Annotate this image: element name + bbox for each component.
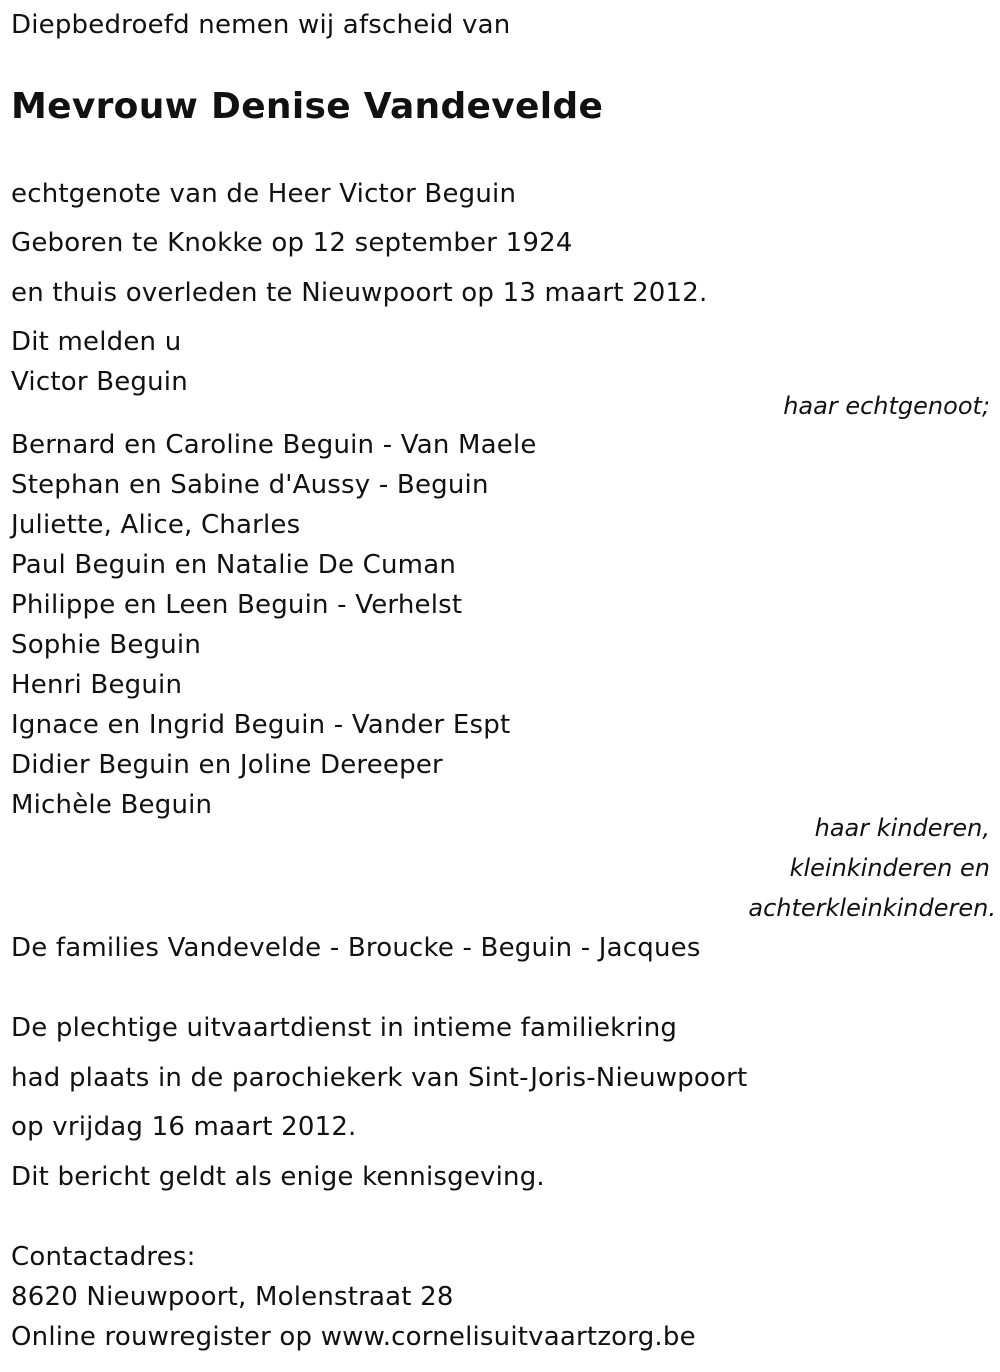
intro-text: Diepbedroefd nemen wij afscheid van xyxy=(11,10,511,40)
children-line: Michèle Beguin xyxy=(11,790,213,820)
children-line: Sophie Beguin xyxy=(11,630,201,660)
spouse-role: haar echtgenoot; xyxy=(783,392,990,420)
children-role-line: achterkleinkinderen. xyxy=(748,894,996,922)
families-line: De families Vandevelde - Broucke - Beguin - Jacques xyxy=(11,933,701,963)
children-line: Bernard en Caroline Beguin - Van Maele xyxy=(11,430,537,460)
children-line: Philippe en Leen Beguin - Verhelst xyxy=(11,590,463,620)
announcers-intro: Dit melden u xyxy=(11,327,182,357)
contact-address: 8620 Nieuwpoort, Molenstraat 28 xyxy=(11,1282,454,1312)
children-line: Ignace en Ingrid Beguin - Vander Espt xyxy=(11,710,511,740)
bio-line-death: en thuis overleden te Nieuwpoort op 13 maart 2012. xyxy=(11,278,708,308)
contact-label: Contactadres: xyxy=(11,1242,196,1272)
service-line: had plaats in de parochiekerk van Sint-Joris-Nieuwpoort xyxy=(11,1063,748,1093)
children-role-line: haar kinderen, xyxy=(814,814,990,842)
children-line: Henri Beguin xyxy=(11,670,183,700)
bio-line-birth: Geboren te Knokke op 12 september 1924 xyxy=(11,228,573,258)
spouse-name: Victor Beguin xyxy=(11,367,188,397)
children-line: Stephan en Sabine d'Aussy - Beguin xyxy=(11,470,489,500)
notice-line: Dit bericht geldt als enige kennisgeving. xyxy=(11,1162,545,1192)
online-register: Online rouwregister op www.cornelisuitvaartzorg.be xyxy=(11,1322,696,1352)
service-line: op vrijdag 16 maart 2012. xyxy=(11,1112,357,1142)
children-line: Paul Beguin en Natalie De Cuman xyxy=(11,550,457,580)
deceased-name: Mevrouw Denise Vandevelde xyxy=(11,86,604,127)
bio-line-spouse: echtgenote van de Heer Victor Beguin xyxy=(11,179,517,209)
children-line: Juliette, Alice, Charles xyxy=(11,510,301,540)
children-line: Didier Beguin en Joline Dereeper xyxy=(11,750,443,780)
children-role-line: kleinkinderen en xyxy=(789,854,990,882)
service-line: De plechtige uitvaartdienst in intieme familiekring xyxy=(11,1013,678,1043)
